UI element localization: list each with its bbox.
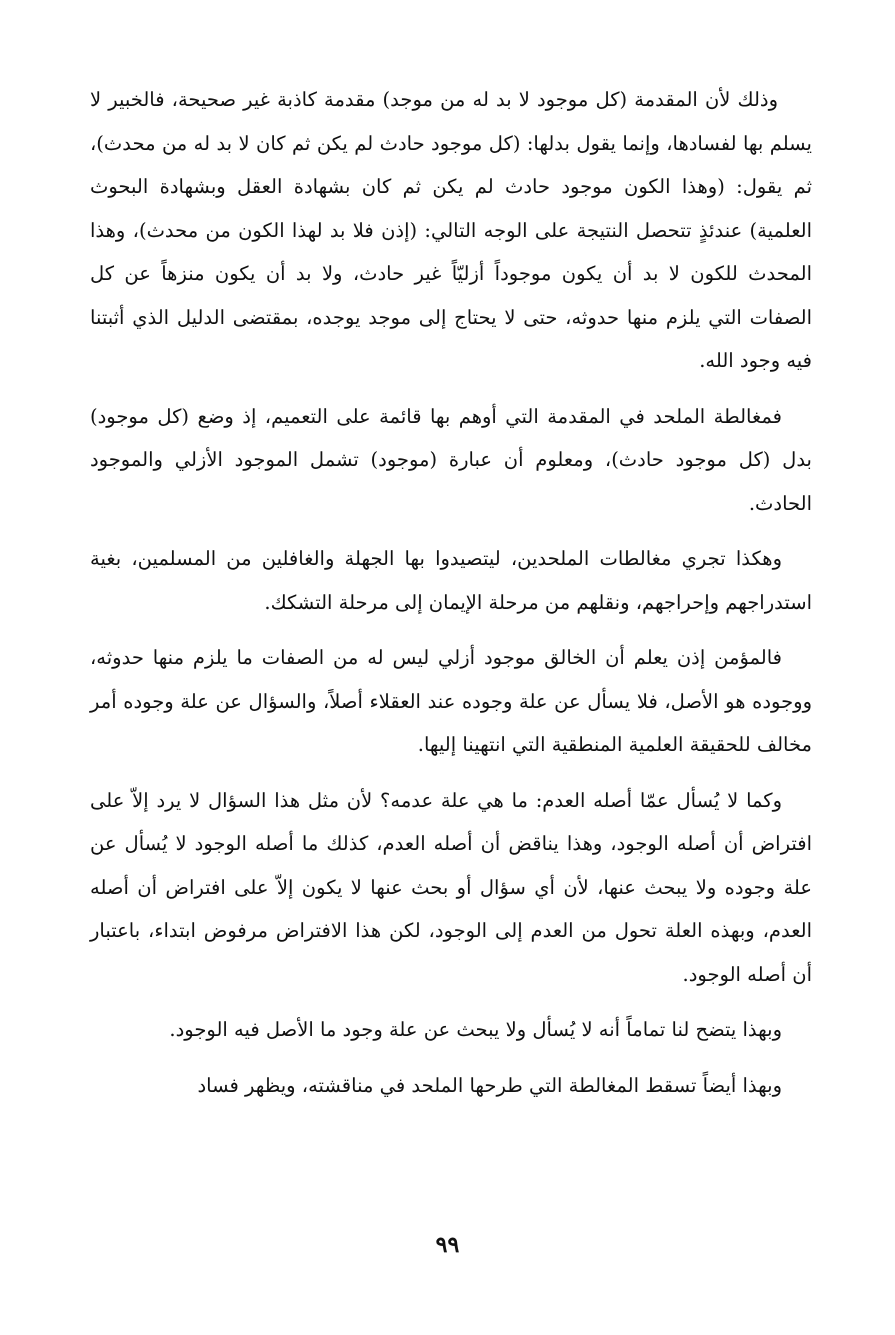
- paragraph: وبهذا يتضح لنا تماماً أنه لا يُسأل ولا يبحث عن علة وجود ما الأصل فيه الوجود.: [169, 1018, 782, 1041]
- page-number: ٩٩: [435, 1232, 460, 1258]
- paragraph: وكما لا يُسأل عمّا أصله العدم: ما هي علة عدمه؟ لأن مثل هذا السؤال لا يرد إلاّ على افتراض أن أصله الوجود، وهذا يناقض أن أصله العدم، كذلك ما أصله الوجود لا يُسأل عن علة وجوده ولا يبحث عنها، لأن أي سؤال أو بحث عنها لا يكون إلاّ على افتراض أن أصله العدم، وبهذه العلة تحول من العدم إلى الوجود، لكن هذا الافتراض مرفوض ابتداء، باعتبار أن أصله الوجود.: [90, 788, 812, 986]
- body-text: [90, 78, 812, 1119]
- paragraph: فالمؤمن إذن يعلم أن الخالق موجود أزلي ليس له من الصفات ما يلزم منها حدوثه، ووجوده هو الأصل، فلا يسأل عن علة وجوده عند العقلاء أصلاً، والسؤال عن علة وجوده أمر مخالف للحقيقة العلمية المنطقية التي انتهينا إليها.: [90, 646, 812, 756]
- paragraph: فمغالطة الملحد في المقدمة التي أوهم بها قائمة على التعميم، إذ وضع (كل موجود) بدل (كل موجود حادث)، ومعلوم أن عبارة (موجود) تشمل الموجود الأزلي والموجود الحادث.: [90, 404, 812, 515]
- paragraph: وذلك لأن المقدمة (كل موجود لا بد له من موجد) مقدمة كاذبة غير صحيحة، فالخبير لا يسلم بها لفسادها، وإنما يقول بدلها: (كل موجود حادث لم يكن ثم كان لا بد له من محدث)، ثم يقول: (وهذا الكون موجود حادث لم يكن ثم كان بشهادة العقل وبشهادة البحوث العلمية) عندئذٍ تتحصل النتيجة على الوجه التالي: (إذن فلا بد لهذا الكون من محدث)، وهذا المحدث للكون لا بد أن يكون موجوداً أزليّاً غير حادث، ولا بد أن يكون منزهاً عن كل الصفات التي يلزم منها حدوثه، حتى لا يحتاج إلى موجد يوجده، بمقتضى الدليل الذي أثبتنا فيه وجود الله.: [90, 88, 812, 372]
- paragraph: وبهذا أيضاً تسقط المغالطة التي طرحها الملحد في مناقشته، ويظهر فساد: [197, 1073, 782, 1097]
- paragraph: وهكذا تجري مغالطات الملحدين، ليتصيدوا بها الجهلة والغافلين من المسلمين، بغية استدراجهم وإحراجهم، ونقلهم من مرحلة الإيمان إلى مرحلة التشكك.: [90, 547, 812, 614]
